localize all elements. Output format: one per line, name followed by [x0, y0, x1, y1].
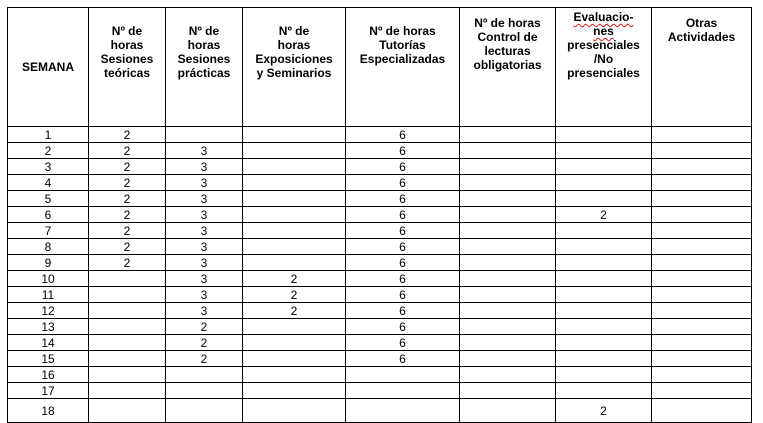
table-row	[8, 287, 752, 303]
cell-otras	[652, 335, 752, 351]
cell-semana: 2	[8, 143, 89, 159]
cell-practicas: 3	[166, 255, 243, 271]
cell-semana: 10	[8, 271, 89, 287]
cell-evaluaciones	[556, 303, 652, 319]
cell-evaluaciones	[556, 271, 652, 287]
table-row	[8, 191, 752, 207]
cell-tutorias: 6	[346, 271, 460, 287]
cell-otras	[652, 351, 752, 367]
cell-practicas: 2	[166, 335, 243, 351]
table-row	[8, 351, 752, 367]
table-row	[8, 127, 752, 143]
cell-teoricas	[89, 399, 166, 423]
cell-lecturas	[460, 143, 556, 159]
cell-semana: 18	[8, 399, 89, 423]
cell-teoricas: 2	[89, 175, 166, 191]
cell-otras	[652, 383, 752, 399]
cell-lecturas	[460, 271, 556, 287]
cell-teoricas: 2	[89, 159, 166, 175]
table-row	[8, 319, 752, 335]
cell-exposiciones: 2	[243, 287, 346, 303]
table-row	[8, 207, 752, 223]
cell-practicas: 3	[166, 143, 243, 159]
cell-practicas: 3	[166, 159, 243, 175]
cell-tutorias: 6	[346, 175, 460, 191]
cell-otras	[652, 271, 752, 287]
cell-evaluaciones	[556, 175, 652, 191]
header-teoricas: Nº de horas Sesiones teóricas	[89, 8, 166, 127]
cell-lecturas	[460, 207, 556, 223]
cell-practicas: 3	[166, 303, 243, 319]
table-row	[8, 367, 752, 383]
cell-teoricas	[89, 367, 166, 383]
cell-otras	[652, 223, 752, 239]
cell-teoricas: 2	[89, 191, 166, 207]
cell-lecturas	[460, 223, 556, 239]
cell-evaluaciones: 2	[556, 207, 652, 223]
cell-semana: 1	[8, 127, 89, 143]
cell-lecturas	[460, 399, 556, 423]
cell-semana: 9	[8, 255, 89, 271]
cell-otras	[652, 319, 752, 335]
cell-semana: 3	[8, 159, 89, 175]
cell-tutorias: 6	[346, 207, 460, 223]
cell-exposiciones	[243, 367, 346, 383]
cell-otras	[652, 175, 752, 191]
cell-exposiciones	[243, 399, 346, 423]
cell-semana: 7	[8, 223, 89, 239]
cell-teoricas: 2	[89, 255, 166, 271]
cell-semana: 17	[8, 383, 89, 399]
cell-evaluaciones	[556, 159, 652, 175]
table-row	[8, 239, 752, 255]
cell-practicas: 2	[166, 319, 243, 335]
weekly-hours-table	[7, 7, 752, 423]
cell-semana: 11	[8, 287, 89, 303]
header-semana: SEMANA	[8, 8, 89, 127]
cell-lecturas	[460, 319, 556, 335]
cell-exposiciones	[243, 175, 346, 191]
cell-evaluaciones	[556, 335, 652, 351]
cell-otras	[652, 239, 752, 255]
cell-practicas	[166, 383, 243, 399]
cell-semana: 16	[8, 367, 89, 383]
cell-otras	[652, 367, 752, 383]
table-row	[8, 143, 752, 159]
cell-lecturas	[460, 239, 556, 255]
cell-lecturas	[460, 351, 556, 367]
table-row	[8, 399, 752, 423]
cell-lecturas	[460, 159, 556, 175]
header-tutorias: Nº de horas Tutorías Especializadas	[346, 8, 460, 127]
cell-exposiciones	[243, 351, 346, 367]
cell-exposiciones	[243, 319, 346, 335]
cell-semana: 6	[8, 207, 89, 223]
cell-evaluaciones	[556, 223, 652, 239]
cell-exposiciones	[243, 335, 346, 351]
cell-semana: 13	[8, 319, 89, 335]
cell-teoricas	[89, 271, 166, 287]
cell-tutorias: 6	[346, 223, 460, 239]
cell-tutorias: 6	[346, 319, 460, 335]
cell-lecturas	[460, 335, 556, 351]
cell-teoricas: 2	[89, 127, 166, 143]
cell-teoricas: 2	[89, 223, 166, 239]
cell-evaluaciones: 2	[556, 399, 652, 423]
table-row	[8, 303, 752, 319]
cell-exposiciones	[243, 255, 346, 271]
cell-teoricas	[89, 335, 166, 351]
cell-tutorias: 6	[346, 303, 460, 319]
header-practicas: Nº de horas Sesiones prácticas	[166, 8, 243, 127]
cell-practicas: 3	[166, 207, 243, 223]
cell-practicas: 3	[166, 239, 243, 255]
table-row	[8, 383, 752, 399]
cell-practicas: 3	[166, 223, 243, 239]
cell-practicas: 2	[166, 351, 243, 367]
cell-exposiciones	[243, 159, 346, 175]
cell-semana: 14	[8, 335, 89, 351]
cell-teoricas: 2	[89, 239, 166, 255]
cell-exposiciones	[243, 383, 346, 399]
cell-lecturas	[460, 191, 556, 207]
cell-lecturas	[460, 287, 556, 303]
cell-teoricas: 2	[89, 143, 166, 159]
cell-otras	[652, 255, 752, 271]
cell-exposiciones	[243, 143, 346, 159]
cell-lecturas	[460, 303, 556, 319]
cell-practicas: 3	[166, 191, 243, 207]
cell-exposiciones	[243, 191, 346, 207]
cell-tutorias: 6	[346, 239, 460, 255]
cell-lecturas	[460, 367, 556, 383]
header-evaluaciones: Evaluacio- nes presenciales /No presenciales	[556, 8, 652, 127]
cell-exposiciones: 2	[243, 303, 346, 319]
cell-tutorias: 6	[346, 351, 460, 367]
cell-evaluaciones	[556, 191, 652, 207]
cell-practicas: 3	[166, 271, 243, 287]
cell-semana: 12	[8, 303, 89, 319]
cell-otras	[652, 399, 752, 423]
cell-tutorias: 6	[346, 191, 460, 207]
cell-tutorias: 6	[346, 127, 460, 143]
cell-tutorias: 6	[346, 143, 460, 159]
cell-evaluaciones	[556, 127, 652, 143]
cell-tutorias: 6	[346, 255, 460, 271]
cell-exposiciones	[243, 239, 346, 255]
header-lecturas: Nº de horas Control de lecturas obligatorias	[460, 8, 556, 127]
cell-evaluaciones	[556, 143, 652, 159]
cell-teoricas	[89, 319, 166, 335]
cell-tutorias: 6	[346, 287, 460, 303]
cell-exposiciones	[243, 223, 346, 239]
header-otras: Otras Actividades	[652, 8, 752, 127]
cell-teoricas: 2	[89, 207, 166, 223]
cell-exposiciones: 2	[243, 271, 346, 287]
cell-evaluaciones	[556, 239, 652, 255]
cell-exposiciones	[243, 127, 346, 143]
header-row	[8, 8, 752, 127]
cell-otras	[652, 303, 752, 319]
cell-evaluaciones	[556, 255, 652, 271]
cell-lecturas	[460, 255, 556, 271]
cell-semana: 8	[8, 239, 89, 255]
table-row	[8, 255, 752, 271]
cell-exposiciones	[243, 207, 346, 223]
cell-otras	[652, 143, 752, 159]
cell-evaluaciones	[556, 367, 652, 383]
table-row	[8, 159, 752, 175]
cell-practicas: 3	[166, 287, 243, 303]
cell-practicas: 3	[166, 175, 243, 191]
table-row	[8, 335, 752, 351]
cell-otras	[652, 191, 752, 207]
cell-practicas	[166, 367, 243, 383]
cell-otras	[652, 159, 752, 175]
cell-tutorias	[346, 367, 460, 383]
header-exposiciones: Nº de horas Exposiciones y Seminarios	[243, 8, 346, 127]
cell-tutorias	[346, 383, 460, 399]
table-row	[8, 175, 752, 191]
cell-otras	[652, 127, 752, 143]
cell-practicas	[166, 127, 243, 143]
cell-otras	[652, 207, 752, 223]
cell-evaluaciones	[556, 383, 652, 399]
cell-teoricas	[89, 351, 166, 367]
cell-teoricas	[89, 303, 166, 319]
cell-semana: 5	[8, 191, 89, 207]
cell-tutorias: 6	[346, 159, 460, 175]
cell-semana: 15	[8, 351, 89, 367]
cell-teoricas	[89, 383, 166, 399]
cell-practicas	[166, 399, 243, 423]
cell-lecturas	[460, 127, 556, 143]
table-row	[8, 223, 752, 239]
table-row	[8, 271, 752, 287]
cell-lecturas	[460, 383, 556, 399]
cell-semana: 4	[8, 175, 89, 191]
cell-evaluaciones	[556, 287, 652, 303]
cell-lecturas	[460, 175, 556, 191]
cell-tutorias	[346, 399, 460, 423]
cell-otras	[652, 287, 752, 303]
cell-evaluaciones	[556, 319, 652, 335]
cell-teoricas	[89, 287, 166, 303]
cell-tutorias: 6	[346, 335, 460, 351]
cell-evaluaciones	[556, 351, 652, 367]
